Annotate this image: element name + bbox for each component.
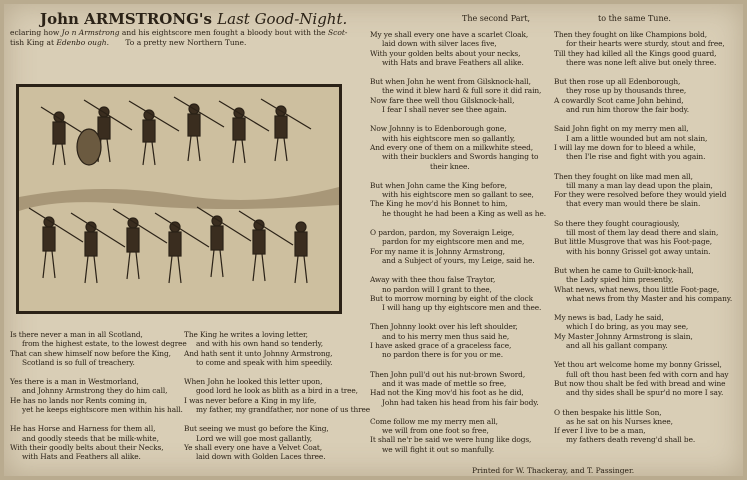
stanza bbox=[370, 370, 550, 407]
stanza bbox=[10, 377, 183, 415]
verse-line: O pardon, pardon, my Soveraign Leige, bbox=[370, 228, 515, 238]
verse-line: That can shew himself now before the King, bbox=[10, 348, 171, 358]
verse-line: yet he keeps eightscore men within his hall. bbox=[22, 405, 183, 415]
verse-line: pardon for my eightscore men and me, bbox=[382, 237, 525, 247]
verse-line: Away with thee thou false Traytor, bbox=[370, 275, 496, 285]
verse-line: and thy sides shall be spur'd no more I say. bbox=[566, 388, 724, 398]
stanza bbox=[370, 30, 550, 67]
stanza bbox=[554, 219, 742, 256]
verse-line: no pardon there is for you or me. bbox=[382, 350, 503, 360]
verse-line: It shall ne'r be said we were hung like dogs, bbox=[370, 435, 532, 445]
verse-line: Now Johnny is to Edenborough gone, bbox=[370, 124, 507, 134]
verse-line: The King he writes a loving letter, bbox=[184, 330, 308, 339]
verse-line: and all his gallant company. bbox=[566, 341, 668, 351]
verse-line: with his bonny Grissel got away untain. bbox=[566, 246, 711, 256]
verse-line: Yes there is a man in Westmorland, bbox=[10, 377, 139, 387]
verse-line: Then John pull'd out his nut-brown Sword, bbox=[370, 369, 526, 379]
verse-line: full oft thou hast been fed with corn and hay bbox=[566, 369, 729, 379]
stanza bbox=[184, 330, 359, 367]
tune-heading: to the same Tune. bbox=[598, 14, 671, 23]
stanza bbox=[370, 275, 550, 312]
verse-line: But now thou shalt be fed with bread and wine bbox=[554, 378, 726, 388]
verse-line: they rose up by thousands three, bbox=[566, 86, 687, 96]
verse-line: Is there never a man in all Scotland, bbox=[10, 330, 143, 339]
subtitle-part: and his eightscore men fought a bloody bout with the bbox=[121, 28, 326, 37]
verse-line: Till they had killed all the Kings good guard, bbox=[554, 48, 717, 58]
verse-line: But to morrow morning by eight of the clock bbox=[370, 293, 533, 303]
verse-line: we will fight it out so manfully. bbox=[382, 444, 495, 454]
stanza bbox=[554, 266, 742, 303]
verse-line: My Master Johnny Armstrong is slain, bbox=[554, 331, 693, 341]
verse-line: with his eightscore men so gallant to see, bbox=[382, 190, 534, 200]
verse-line: Now fare thee well thou Gilsknock-hall, bbox=[370, 95, 515, 105]
verse-line: I will lay me down for to bleed a while, bbox=[554, 142, 696, 152]
verse-line: as he sat on his Nurses knee, bbox=[566, 416, 673, 426]
verse-line: and with his own hand so tenderly, bbox=[196, 339, 324, 349]
verse-line: Said John fight on my merry men all, bbox=[554, 124, 689, 134]
verse-line: and to his merry men thus said he, bbox=[382, 331, 510, 341]
stanza bbox=[10, 330, 187, 367]
verse-line: there was none left alive but onely three. bbox=[566, 57, 717, 67]
verse-column-3 bbox=[370, 30, 550, 464]
verse-line: But little Musgrove that was his Foot-page, bbox=[554, 237, 712, 247]
stanza bbox=[554, 360, 742, 397]
verse-line: to come and speak with him speedily. bbox=[196, 357, 333, 367]
verse-line: For they were resolved before they would yield bbox=[554, 190, 727, 200]
verse-line: and it was made of mettle so free, bbox=[382, 378, 507, 388]
verse-line: My ye shall every one have a scarlet Cloak, bbox=[370, 30, 529, 39]
verse-line: Then Johnny lookt over his left shoulder, bbox=[370, 322, 518, 332]
verse-line: and Johnny Armstrong they do him call, bbox=[22, 386, 168, 396]
stanza bbox=[370, 124, 550, 170]
verse-line: He has no lands nor Rents coming in, bbox=[10, 395, 148, 405]
verse-line: I will hang up thy eightscore men and thee. bbox=[382, 303, 542, 313]
subtitle-part: tish King at bbox=[10, 38, 54, 47]
verse-line: With your golden belts about your necks, bbox=[370, 48, 521, 58]
verse-line: which I do bring, as you may see, bbox=[566, 322, 689, 332]
stanza bbox=[370, 77, 550, 114]
stanza bbox=[370, 181, 550, 218]
printer-imprint: Printed for W. Thackeray, and T. Passinger. bbox=[472, 466, 635, 475]
verse-line: he thought he had been a King as well as he. bbox=[382, 208, 546, 218]
stanza bbox=[554, 77, 742, 114]
soldiers-woodcut-icon bbox=[19, 87, 339, 311]
verse-line: My news is bad, Lady he said, bbox=[554, 313, 664, 323]
part-heading: The second Part, bbox=[462, 14, 531, 23]
verse-line: with Hats and Feathers all alike. bbox=[22, 452, 141, 462]
subtitle-part: Scot- bbox=[328, 28, 348, 37]
verse-line: The King he mov'd his Bonnet to him, bbox=[370, 199, 508, 209]
verse-line: Had not the King mov'd his foot as he did, bbox=[370, 388, 524, 398]
subtitle-part: eclaring how bbox=[10, 28, 60, 37]
stanza bbox=[554, 30, 742, 67]
verse-line: my fathers death reveng'd shall be. bbox=[566, 435, 696, 445]
title-italic: Last Good-Night. bbox=[217, 10, 348, 28]
verse-line: When John he looked this letter upon, bbox=[184, 377, 323, 387]
verse-line: A cowardly Scot came John behind, bbox=[554, 95, 684, 105]
verse-line: no pardon will I grant to thee, bbox=[382, 284, 492, 294]
verse-line: John had taken his head from his fair body. bbox=[382, 397, 539, 407]
verse-line: and run him thorow the fair body. bbox=[566, 105, 689, 115]
verse-line: with his eightscore men so gallantly, bbox=[382, 133, 516, 143]
verse-line: So there they fought couragiously, bbox=[554, 218, 680, 228]
verse-line: But when John he went from Gilsknock-hall, bbox=[370, 77, 531, 87]
verse-line: He has Horse and Harness for them all, bbox=[10, 424, 156, 434]
verse-line: and a Subject of yours, my Leige, said he. bbox=[382, 255, 535, 265]
verse-line: laid down with Golden Laces three. bbox=[196, 452, 326, 462]
verse-line: If ever I live to be a man, bbox=[554, 426, 646, 436]
verse-line: that every man would there be slain. bbox=[566, 199, 701, 209]
verse-line: Then they fought on like mad men all, bbox=[554, 171, 693, 181]
verse-line: With their goodly belts about their Necks, bbox=[10, 442, 164, 452]
verse-line: their knee. bbox=[430, 161, 470, 171]
verse-line: But seeing we must go before the King, bbox=[184, 424, 329, 434]
verse-line: Yet thou art welcome home my bonny Grissel, bbox=[554, 360, 722, 370]
verse-line: what news from thy Master and his company. bbox=[566, 293, 733, 303]
verse-column-2 bbox=[184, 330, 371, 472]
verse-line: For my name it is Johnny Armstrong, bbox=[370, 246, 505, 256]
verse-line: laid down with silver laces five, bbox=[382, 39, 497, 49]
stanza bbox=[554, 124, 742, 161]
verse-line: Then they fought on like Champions bold, bbox=[554, 30, 707, 39]
subtitle-part: Edenbo ough. bbox=[56, 38, 109, 47]
ballad-subtitle bbox=[10, 28, 360, 48]
verse-line: and goodly steeds that be milk-white, bbox=[22, 433, 159, 443]
verse-line: I fear I shall never see thee again. bbox=[382, 105, 507, 115]
stanza bbox=[554, 408, 742, 445]
verse-line: I was never before a King in my life, bbox=[184, 395, 317, 405]
verse-line: What news, what news, thou little Foot-page, bbox=[554, 284, 720, 294]
verse-line: But then rose up all Edenborough, bbox=[554, 77, 681, 87]
verse-line: O then bespake his little Son, bbox=[554, 407, 662, 417]
woodcut-illustration bbox=[16, 84, 342, 314]
verse-line: But when John came the King before, bbox=[370, 180, 507, 190]
verse-column-4 bbox=[554, 30, 742, 455]
stanza bbox=[370, 322, 550, 359]
stanza bbox=[370, 228, 550, 265]
verse-line: But when he came to Guilt-knock-hall, bbox=[554, 265, 694, 275]
stanza bbox=[554, 313, 742, 350]
stanza bbox=[10, 424, 180, 461]
verse-line: then I'le rise and fight with you again. bbox=[566, 152, 706, 162]
verse-line: my father, my grandfather, nor none of us three bbox=[196, 405, 371, 415]
verse-line: I am a little wounded but am not slain, bbox=[566, 133, 708, 143]
verse-line: till many a man lay dead upon the plain, bbox=[566, 180, 713, 190]
subtitle-part: Jo n Armstrong bbox=[61, 28, 120, 37]
verse-line: the wind it blew hard & full sore it did rain, bbox=[382, 86, 542, 96]
stanza bbox=[184, 424, 359, 461]
stanza bbox=[554, 172, 742, 209]
verse-line: till most of them lay dead there and slain, bbox=[566, 228, 719, 238]
stanza bbox=[370, 417, 550, 454]
broadside-sheet bbox=[4, 4, 743, 476]
verse-column-1 bbox=[10, 330, 187, 472]
ballad-title bbox=[40, 10, 347, 28]
verse-line: for their hearts were sturdy, stout and free, bbox=[566, 39, 725, 49]
verse-line: And every one of them on a milkwhite steed, bbox=[370, 142, 534, 152]
verse-line: Lord we will goe most gallantly, bbox=[196, 433, 312, 443]
verse-line: from the highest estate, to the lowest degree bbox=[22, 339, 187, 349]
verse-line: good lord he look as blith as a bird in a tree, bbox=[196, 386, 358, 396]
verse-line: I have asked grace of a graceless face, bbox=[370, 341, 512, 351]
verse-line: Scotland is so full of treachery. bbox=[22, 357, 135, 367]
verse-line: Come follow me my merry men all, bbox=[370, 416, 498, 426]
verse-line: the Lady spied him presently, bbox=[566, 275, 674, 285]
verse-line: we will from one foot so free, bbox=[382, 426, 489, 436]
title-main: John ARMSTRONG's bbox=[40, 10, 212, 28]
verse-line: And hath sent it unto Johnny Armstrong, bbox=[184, 348, 333, 358]
verse-line: Ye shall every one have a Velvet Coat, bbox=[184, 442, 323, 452]
stanza bbox=[184, 377, 371, 415]
verse-line: with their bucklers and Swords hanging to bbox=[382, 152, 539, 162]
verse-line: with Hats and brave Feathers all alike. bbox=[382, 57, 524, 67]
subtitle-part: To a pretty new Northern Tune. bbox=[125, 38, 247, 47]
